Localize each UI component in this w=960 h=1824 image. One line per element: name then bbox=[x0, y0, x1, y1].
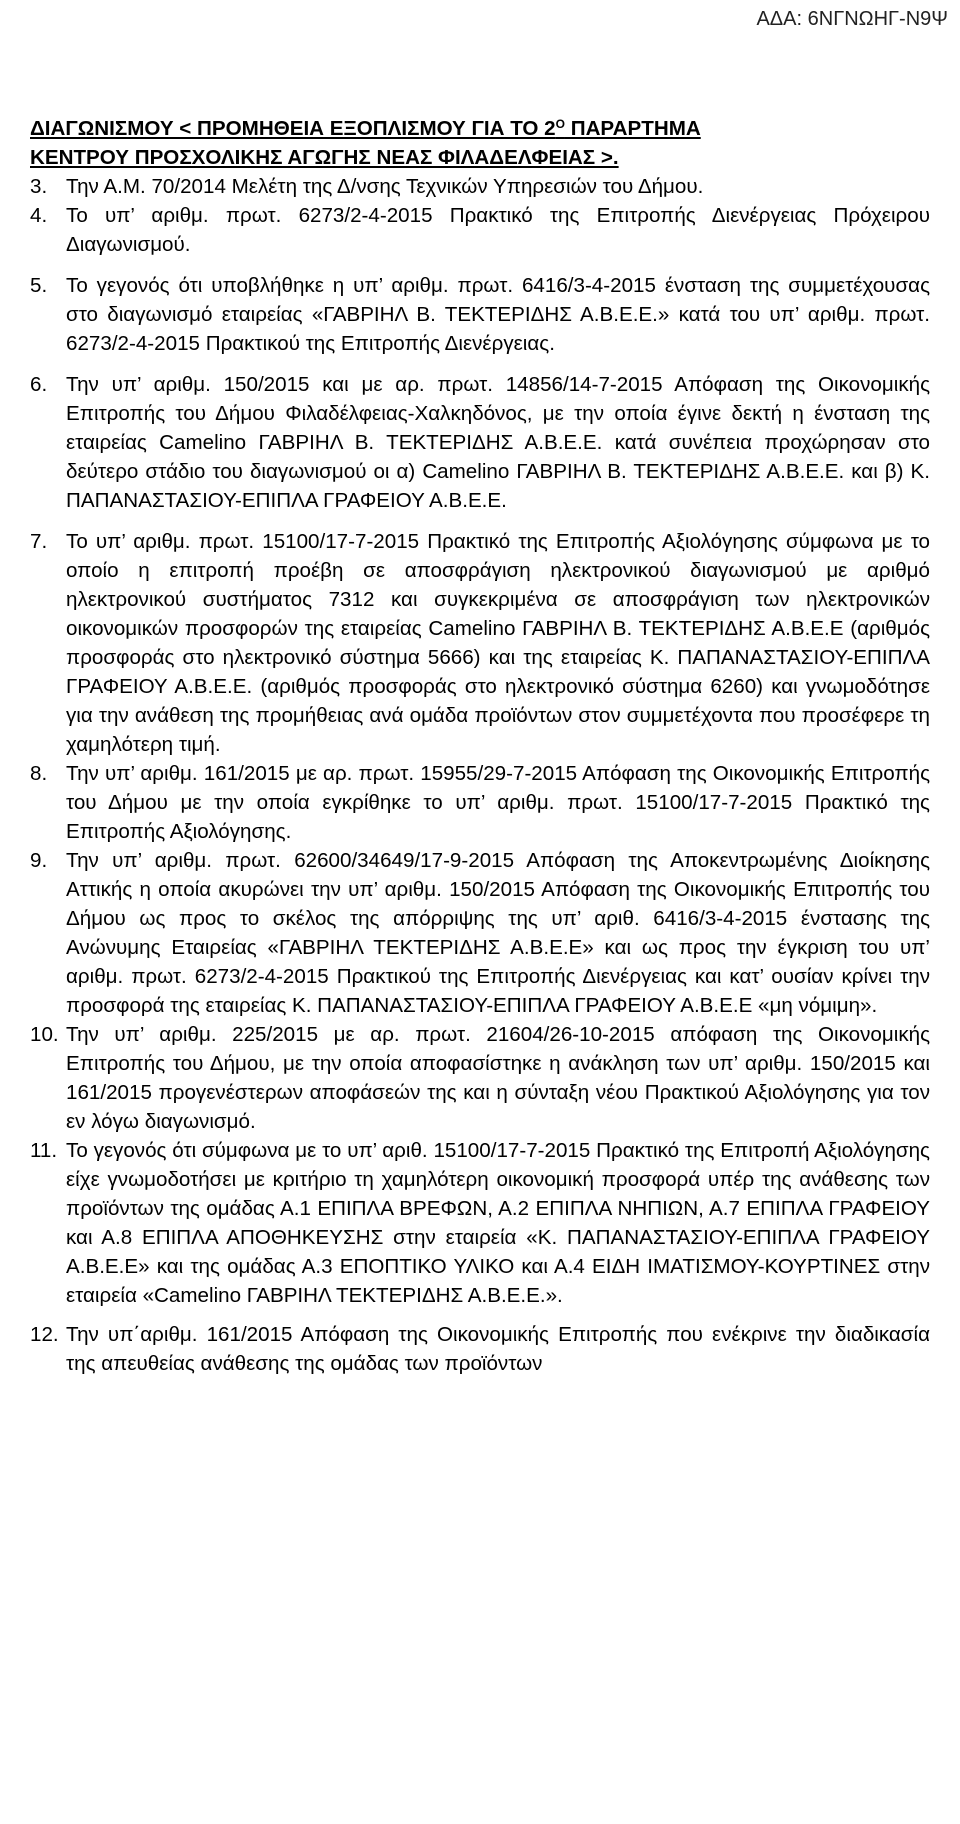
item-number: 3. bbox=[30, 175, 48, 198]
item-number: 9. bbox=[30, 849, 48, 872]
list-item bbox=[30, 271, 930, 358]
list-item bbox=[30, 527, 930, 759]
list-item bbox=[30, 1320, 930, 1378]
item-number: 12. bbox=[30, 1323, 59, 1346]
item-number: 5. bbox=[30, 274, 48, 297]
list-item bbox=[30, 172, 930, 201]
item-text: Το γεγονός ότι σύμφωνα με το υπ’ αριθ. 15100/17-7-2015 Πρακτικό της Επιτροπή Αξιολόγησης είχε γνωμοδοτήσει με κριτήριο τη χαμηλότερη οικονομική προσφορά υπέρ της ανάθεσης των προϊόντων της ομάδας Α.1 ΕΠΙΠΛΑ ΒΡΕΦΩΝ, Α.2 ΕΠΙΠΛΑ ΝΗΠΙΩΝ, Α.7 ΕΠΙΠΛΑ ΓΡΑΦΕΙΟΥ και Α.8 ΕΠΙΠΛΑ ΑΠΟΘΗΚΕΥΣΗΣ στην εταιρεία «Κ. ΠΑΠΑΝΑΣΤΑΣΙΟΥ-ΕΠΙΠΛΑ ΓΡΑΦΕΙΟΥ Α.Β.Ε.Ε» και της ομάδας Α.3 ΕΠΟΠΤΙΚΟ ΥΛΙΚΟ και Α.4 ΕΙΔΗ ΙΜΑΤΙΣΜΟΥ-ΚΟΥΡΤΙΝΕΣ στην εταιρεία «Camelino ΓΑΒΡΙΗΛ ΤΕΚΤΕΡΙΔΗΣ Α.Β.Ε.Ε.». bbox=[66, 1139, 930, 1307]
list-item bbox=[30, 201, 930, 259]
item-text: Την υπ’ αριθμ. 150/2015 και με αρ. πρωτ. 14856/14-7-2015 Απόφαση της Οικονομικής Επιτροπής του Δήμου Φιλαδέλφειας-Χαλκηδόνος, με την οποία έγινε δεκτή η ένσταση της εταιρείας Camelino ΓΑΒΡΙΗΛ Β. ΤΕΚΤΕΡΙΔΗΣ Α.Β.Ε.Ε. κατά συνέπεια προχώρησαν στο δεύτερο στάδιο του διαγωνισμού οι α) Camelino ΓΑΒΡΙΗΛ Β. ΤΕΚΤΕΡΙΔΗΣ Α.Β.Ε.Ε. και β) Κ. ΠΑΠΑΝΑΣΤΑΣΙΟΥ-ΕΠΙΠΛΑ ΓΡΑΦΕΙΟΥ Α.Β.Ε.Ε. bbox=[66, 373, 930, 512]
item-text: Την υπ΄αριθμ. 161/2015 Απόφαση της Οικονομικής Επιτροπής που ενέκρινε την διαδικασία της απευθείας ανάθεσης της ομάδας των προϊόντων bbox=[66, 1323, 930, 1375]
item-number: 11. bbox=[30, 1139, 58, 1162]
intro-line-2: ΚΕΝΤΡΟΥ ΠΡΟΣΧΟΛΙΚΗΣ ΑΓΩΓΗΣ ΝΕΑΣ ΦΙΛΑΔΕΛΦΕΙΑΣ >. bbox=[30, 146, 619, 169]
list-item bbox=[30, 846, 930, 1020]
list-item bbox=[30, 1020, 930, 1136]
ada-code: ΑΔΑ: 6ΝΓΝΩΗΓ-Ν9Ψ bbox=[756, 8, 948, 30]
item-number: 6. bbox=[30, 373, 48, 396]
intro-heading bbox=[30, 114, 930, 172]
item-number: 7. bbox=[30, 530, 48, 553]
list-item bbox=[30, 759, 930, 846]
item-text: Την υπ’ αριθμ. 161/2015 με αρ. πρωτ. 15955/29-7-2015 Απόφαση της Οικονομικής Επιτροπής του Δήμου με την οποία εγκρίθηκε το υπ’ αριθμ. πρωτ. 15100/17-7-2015 Πρακτικό της Επιτροπής Αξιολόγησης. bbox=[66, 762, 930, 843]
intro-line-1: ΔΙΑΓΩΝΙΣΜΟΥ < ΠΡΟΜΗΘΕΙΑ ΕΞΟΠΛΙΣΜΟΥ ΓΙΑ ΤΟ $2^O$ ΠΑΡΑΡΤΗΜΑ bbox=[30, 117, 701, 140]
item-number: 10. bbox=[30, 1023, 59, 1046]
item-text: Το γεγονός ότι υποβλήθηκε η υπ’ αριθμ. πρωτ. 6416/3-4-2015 ένσταση της συμμετέχουσας στο διαγωνισμό εταιρείας «ΓΑΒΡΙΗΛ Β. ΤΕΚΤΕΡΙΔΗΣ Α.Β.Ε.Ε.» κατά του υπ’ αριθμ. πρωτ. 6273/2-4-2015 Πρακτικού της Επιτροπής Διενέργειας. bbox=[66, 274, 930, 355]
list-item bbox=[30, 370, 930, 515]
item-text: Την Α.Μ. 70/2014 Μελέτη της Δ/νσης Τεχνικών Υπηρεσιών του Δήμου. bbox=[66, 175, 704, 198]
item-text: Το υπ’ αριθμ. πρωτ. 6273/2-4-2015 Πρακτικό της Επιτροπής Διενέργειας Πρόχειρου Διαγωνισμού. bbox=[66, 204, 930, 256]
item-number: 4. bbox=[30, 204, 48, 227]
document-body bbox=[30, 114, 930, 1378]
item-text: Το υπ’ αριθμ. πρωτ. 15100/17-7-2015 Πρακτικό της Επιτροπής Αξιολόγησης σύμφωνα με το οποίο η επιτροπή προέβη σε αποσφράγιση ηλεκτρονικού διαγωνισμού με αριθμό ηλεκτρονικού συστήματος 7312 και συγκεκριμένα σε αποσφράγιση των ηλεκτρονικών οικονομικών προσφορών της εταιρείας Camelino ΓΑΒΡΙΗΛ Β. ΤΕΚΤΕΡΙΔΗΣ Α.Β.Ε.Ε (αριθμός προσφοράς στο ηλεκτρονικό σύστημα 5666) και της εταιρείας Κ. ΠΑΠΑΝΑΣΤΑΣΙΟΥ-ΕΠΙΠΛΑ ΓΡΑΦΕΙΟΥ Α.Β.Ε.Ε. (αριθμός προσφοράς στο ηλεκτρονικό σύστημα 6260) και γνωμοδότησε για την ανάθεση της προμήθειας ανά ομάδα προϊόντων στον συμμετέχοντα που προσέφερε τη χαμηλότερη τιμή. bbox=[66, 530, 930, 756]
item-number: 8. bbox=[30, 762, 48, 785]
list-item bbox=[30, 1136, 930, 1310]
item-text: Την υπ’ αριθμ. 225/2015 με αρ. πρωτ. 21604/26-10-2015 απόφαση της Οικονομικής Επιτροπής του Δήμου, με την οποία αποφασίστηκε η ανάκληση των υπ’ αριθμ. 150/2015 και 161/2015 προγενέστερων αποφάσεών της και η σύνταξη νέου Πρακτικού Αξιολόγησης για τον εν λόγω διαγωνισμό. bbox=[66, 1023, 930, 1133]
item-text: Την υπ’ αριθμ. πρωτ. 62600/34649/17-9-2015 Απόφαση της Αποκεντρωμένης Διοίκησης Αττικής η οποία ακυρώνει την υπ’ αριθμ. 150/2015 Απόφαση της Οικονομικής Επιτροπής του Δήμου ως προς το σκέλος της απόρριψης της υπ’ αριθ. 6416/3-4-2015 ένστασης της Ανώνυμης Εταιρείας «ΓΑΒΡΙΗΛ ΤΕΚΤΕΡΙΔΗΣ Α.Β.Ε.Ε» και ως προς την έγκριση του υπ’ αριθμ. πρωτ. 6273/2-4-2015 Πρακτικού της Επιτροπής Διενέργειας και κατ’ ουσίαν κρίνει την προσφορά της εταιρείας Κ. ΠΑΠΑΝΑΣΤΑΣΙΟΥ-ΕΠΙΠΛΑ ΓΡΑΦΕΙΟΥ Α.Β.Ε.Ε «μη νόμιμη». bbox=[66, 849, 930, 1017]
